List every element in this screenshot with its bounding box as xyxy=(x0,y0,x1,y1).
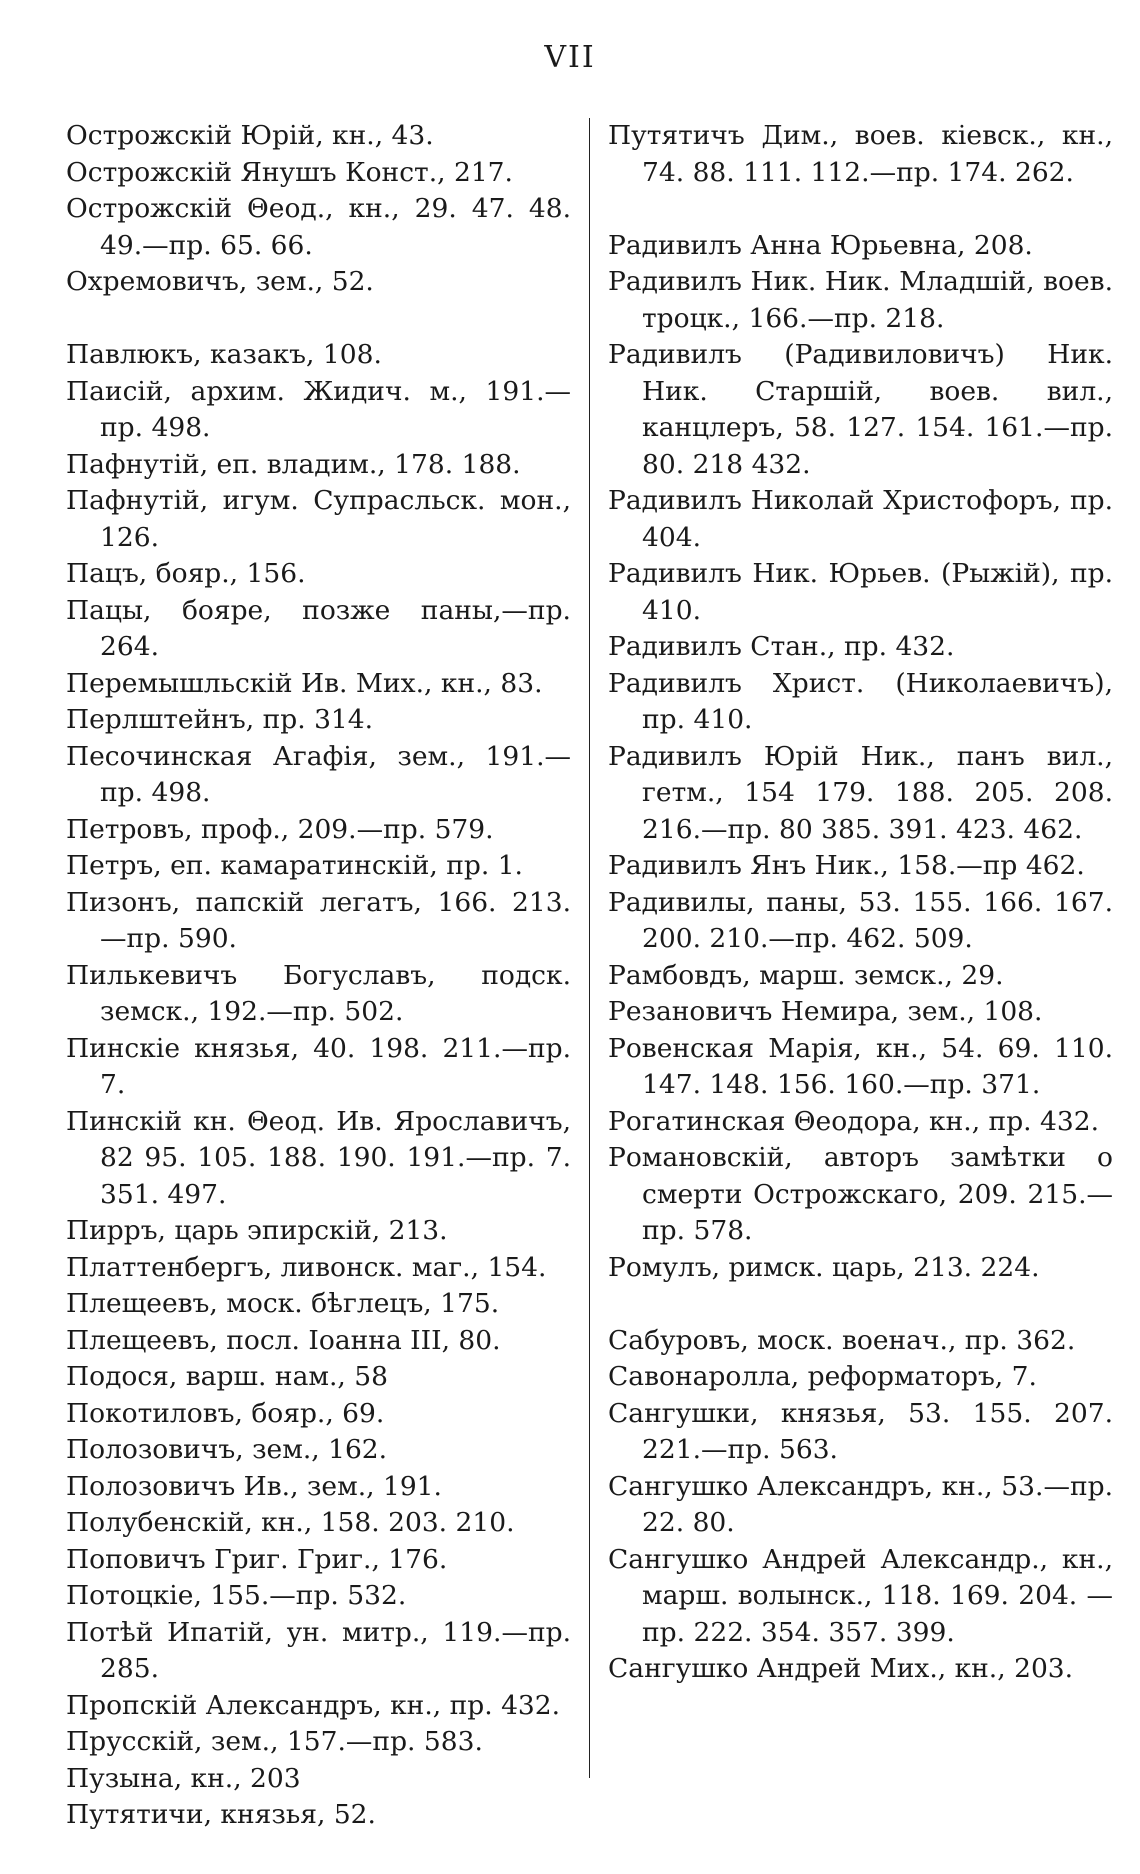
index-entry: Плещеевъ, посл. Іоанна III, 80. xyxy=(66,1324,501,1356)
index-entry: Потоцкіе, 155.—пр. 532. xyxy=(66,1580,407,1611)
index-entry: Радивилъ Ник. Юрьев. (Рыжій), пр. 410. xyxy=(608,558,1113,626)
index-entry: Радивилъ Янъ Ник., 158.—пр 462. xyxy=(608,850,1085,881)
index-entry: Сангушки, князья, 53. 155. 207. 221.—пр. 563. xyxy=(608,1397,1113,1465)
index-entry: Павлюкъ, казакъ, 108. xyxy=(66,339,382,370)
index-entry: Подося, варш. нам., 58 xyxy=(66,1361,388,1392)
index-entry: Пизонъ, папскій легатъ, 166. 213. —пр. 590. xyxy=(66,886,571,954)
index-entry: Потѣй Ипатій, ун. митр., 119.—пр. 285. xyxy=(66,1616,571,1684)
index-entry: Пропскій Александръ, кн., пр. 432. xyxy=(66,1689,561,1721)
index-entry: Перлштейнъ, пр. 314. xyxy=(66,704,374,735)
index-entry: Путятичъ Дим., воев. кіевск., кн., 74. 88. 111. 112.—пр. 174. 262. xyxy=(608,120,1113,188)
index-entry: Платтенбергъ, ливонск. маг., 154. xyxy=(66,1251,547,1283)
index-entry: Ромулъ, римск. царь, 213. 224. xyxy=(608,1251,1040,1283)
index-entry: Острожскій Янушъ Конст., 217. xyxy=(66,156,513,188)
index-entry: Полозовичъ Ив., зем., 191. xyxy=(66,1470,442,1502)
index-entry: Паисій, архим. Жидич. м., 191.—пр. 498. xyxy=(66,375,571,443)
index-entry: Острожскій Юрій, кн., 43. xyxy=(66,120,434,151)
index-entry: Пафнутій, игум. Супрасльск. мон., 126. xyxy=(66,485,571,553)
index-column-left xyxy=(66,118,571,1834)
index-entry: Пинскій кн. Θеод. Ив. Ярославичъ, 82 95. 105. 188. 190. 191.—пр. 7. 351. 497. xyxy=(66,1105,571,1210)
index-entry: Сангушко Александръ, кн., 53.—пр. 22. 80. xyxy=(608,1470,1113,1538)
index-entry: Пацъ, бояр., 156. xyxy=(66,558,306,589)
index-entry: Пилькевичъ Богуславъ, подск. земск., 192.—пр. 502. xyxy=(66,959,571,1027)
index-entry: Пузына, кн., 203 xyxy=(66,1762,301,1794)
index-entry: Поповичъ Григ. Григ., 176. xyxy=(66,1543,448,1575)
index-entry: Савонаролла, реформаторъ, 7. xyxy=(608,1361,1037,1392)
column-divider xyxy=(589,118,590,1778)
index-entry: Радивилъ Христ. (Николаевичъ), пр. 410. xyxy=(608,667,1113,735)
index-entry: Ровенская Марія, кн., 54. 69. 110. 147. 148. 156. 160.—пр. 371. xyxy=(608,1032,1113,1100)
index-entry: Радивилъ Ник. Ник. Младшій, воев. троцк., 166.—пр. 218. xyxy=(608,266,1113,334)
index-entry: Петръ, еп. камаратинскій, пр. 1. xyxy=(66,850,523,881)
index-entry: Сабуровъ, моск. военач., пр. 362. xyxy=(608,1324,1076,1356)
index-entry: Охремовичъ, зем., 52. xyxy=(66,266,374,297)
index-entry: Радивилы, паны, 53. 155. 166. 167. 200. 210.—пр. 462. 509. xyxy=(608,886,1113,954)
index-entry: Романовскій, авторъ замѣтки о смерти Острожскаго, 209. 215.—пр. 578. xyxy=(608,1142,1113,1246)
index-entry: Путятичи, князья, 52. xyxy=(66,1799,376,1830)
index-entry: Радивилъ Николай Христофоръ, пр. 404. xyxy=(608,485,1113,553)
index-entry: Плещеевъ, моск. бѣглецъ, 175. xyxy=(66,1288,500,1319)
index-entry: Острожскій Θеод., кн., 29. 47. 48. 49.—пр. 65. 66. xyxy=(66,193,571,261)
index-column-right xyxy=(608,118,1113,1688)
index-entry: Пирръ, царь эпирскій, 213. xyxy=(66,1215,448,1246)
index-entry: Сангушко Андрей Мих., кн., 203. xyxy=(608,1653,1074,1684)
index-entry: Полубенскій, кн., 158. 203. 210. xyxy=(66,1507,515,1538)
page-number: VII xyxy=(544,40,596,75)
index-entry: Резановичъ Немира, зем., 108. xyxy=(608,996,1043,1027)
index-entry: Полозовичъ, зем., 162. xyxy=(66,1434,388,1465)
index-entry: Покотиловъ, бояр., 69. xyxy=(66,1397,385,1429)
section-gap xyxy=(66,301,571,338)
index-entry: Пинскіе князья, 40. 198. 211.—пр. 7. xyxy=(66,1032,571,1100)
index-entry: Радивилъ Анна Юрьевна, 208. xyxy=(608,229,1033,261)
index-entry: Прусскій, зем., 157.—пр. 583. xyxy=(66,1726,483,1757)
index-entry: Рамбовдъ, марш. земск., 29. xyxy=(608,959,1004,991)
index-entry: Радивилъ Стан., пр. 432. xyxy=(608,631,955,662)
index-entry: Петровъ, проф., 209.—пр. 579. xyxy=(66,813,494,845)
index-entry: Радивилъ (Радивиловичъ) Ник. Ник. Старшій, воев. вил., канцлеръ, 58. 127. 154. 161.—пр. 80. 218 432. xyxy=(608,339,1113,480)
index-entry: Сангушко Андрей Александр., кн., марш. волынск., 118. 169. 204. —пр. 222. 354. 357. 399. xyxy=(608,1543,1113,1648)
index-entry: Перемышльскій Ив. Мих., кн., 83. xyxy=(66,667,543,699)
section-gap xyxy=(608,191,1113,228)
section-gap xyxy=(608,1286,1113,1323)
index-entry: Пафнутій, еп. владим., 178. 188. xyxy=(66,448,521,480)
index-entry: Рогатинская Θеодора, кн., пр. 432. xyxy=(608,1105,1100,1137)
index-entry: Песочинская Агафія, зем., 191.—пр. 498. xyxy=(66,740,571,808)
index-entry: Пацы, бояре, позже паны,—пр. 264. xyxy=(66,594,571,662)
index-entry: Радивилъ Юрій Ник., панъ вил., гетм., 154 179. 188. 205. 208. 216.—пр. 80 385. 391. 423. 462. xyxy=(608,740,1113,845)
